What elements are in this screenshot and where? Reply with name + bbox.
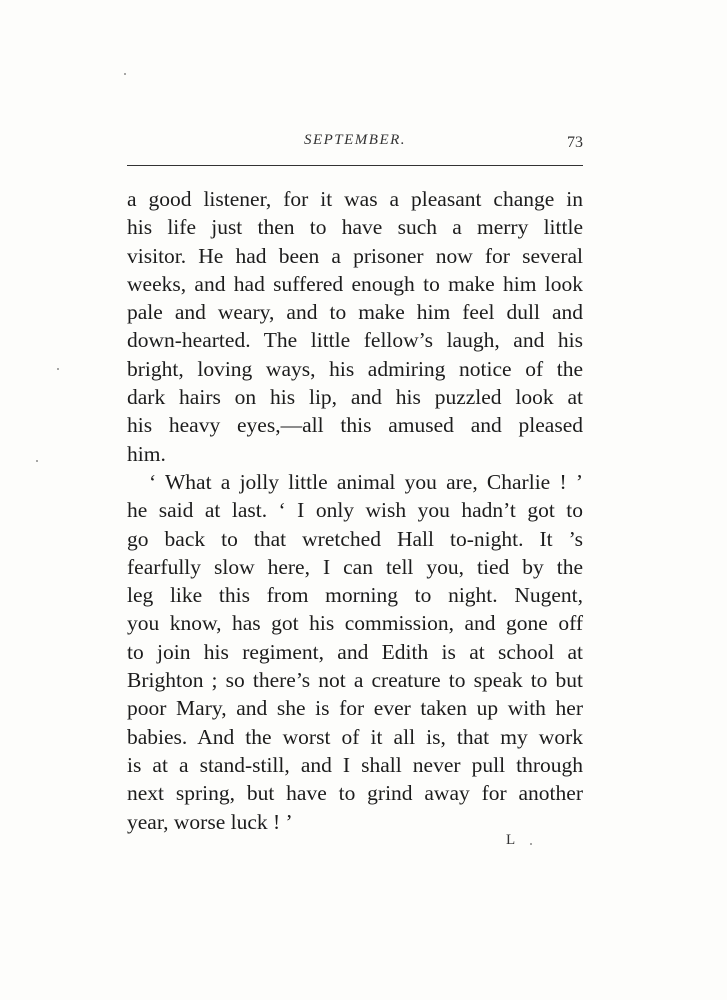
text-line: poor Mary, and she is for ever taken up with her — [127, 696, 583, 721]
text-line: visitor. He had been a prisoner now for several — [127, 243, 583, 268]
text-line: Brighton ; so there’s not a creature to speak to but — [127, 668, 583, 693]
running-head — [127, 128, 583, 158]
paper-speck — [124, 73, 126, 75]
text-line: you know, has got his commission, and gone off — [127, 611, 583, 636]
paragraph-start-line: ‘ What a jolly little animal you are, Charlie ! ’ — [149, 469, 583, 494]
signature-mark: L — [506, 832, 516, 848]
text-line: fearfully slow here, I can tell you, tied by the — [127, 554, 583, 579]
text-line: his heavy eyes,—all this amused and pleased — [127, 413, 583, 438]
paper-speck — [57, 368, 59, 370]
running-title: SEPTEMBER. — [303, 132, 407, 148]
body-text — [127, 185, 583, 836]
paragraph-end-line: him. — [127, 441, 166, 466]
text-line: a good listener, for it was a pleasant change in — [127, 187, 583, 211]
text-line: he said at last. ‘ I only wish you hadn’t got to — [127, 498, 583, 523]
text-line: leg like this from morning to night. Nugent, — [127, 583, 583, 608]
text-line: is at a stand-still, and I shall never pull through — [127, 752, 583, 777]
page-number: 73 — [567, 134, 583, 151]
text-line: go back to that wretched Hall to-night. It ’s — [127, 526, 583, 551]
header-rule — [127, 165, 583, 166]
paragraph-end-line: year, worse luck ! ’ — [127, 809, 293, 834]
text-line: bright, loving ways, his admiring notice of the — [127, 356, 583, 381]
text-line: his life just then to have such a merry little — [127, 215, 583, 240]
paper-speck — [530, 843, 532, 845]
text-line: dark hairs on his lip, and his puzzled look at — [127, 385, 583, 410]
text-line: down-hearted. The little fellow’s laugh, and his — [127, 328, 583, 353]
text-line: next spring, but have to grind away for another — [127, 781, 583, 806]
text-line: pale and weary, and to make him feel dull and — [127, 300, 583, 325]
text-line: weeks, and had suffered enough to make him look — [127, 271, 583, 296]
text-line: to join his regiment, and Edith is at school at — [127, 639, 583, 664]
paper-speck — [36, 460, 38, 462]
text-line: babies. And the worst of it all is, that my work — [127, 724, 583, 749]
